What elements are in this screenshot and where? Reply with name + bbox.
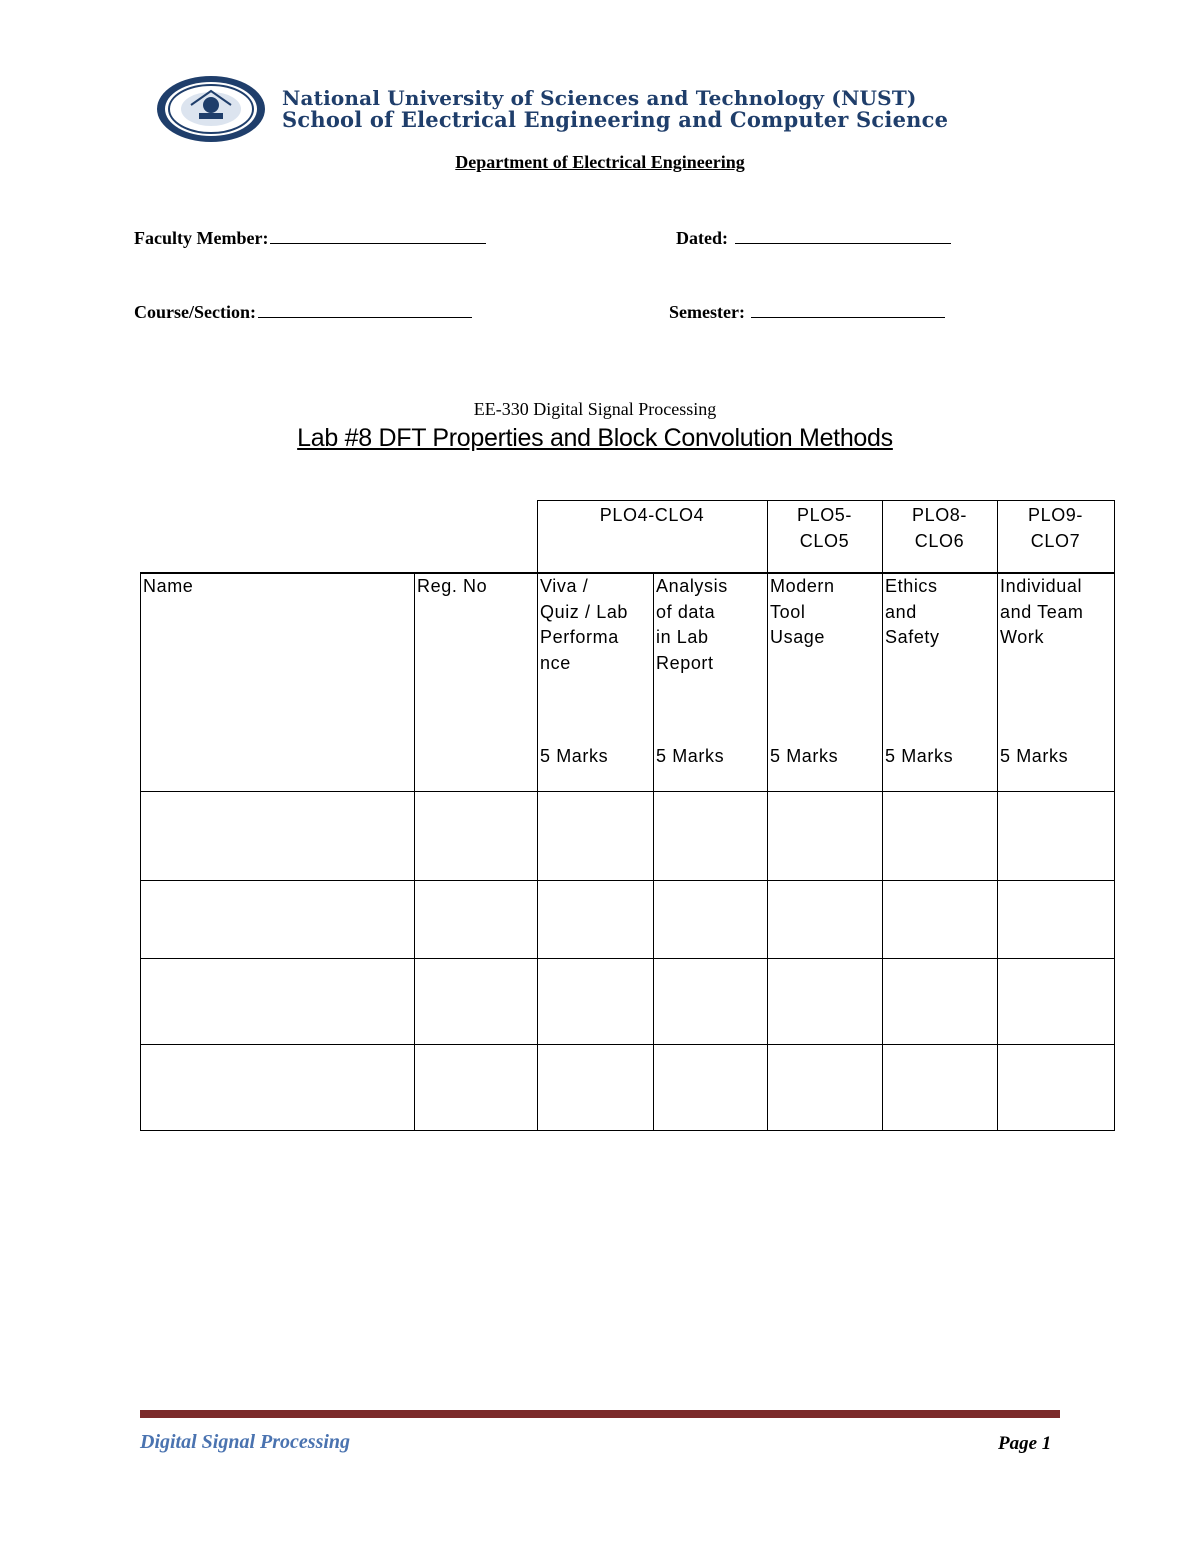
plo-header-label: PLO8- CLO6 (911, 505, 968, 551)
table-cell[interactable] (767, 958, 883, 1045)
course-section-field (134, 302, 472, 323)
dated-label: Dated: (676, 228, 728, 248)
column-header-cell (414, 572, 538, 792)
lab-title: Lab #8 DFT Properties and Block Convolution Methods (297, 424, 893, 452)
plo-header-label: PLO4-CLO4 (599, 505, 705, 525)
footer-divider (140, 1410, 1060, 1418)
table-cell[interactable] (997, 791, 1115, 881)
plo-header-label: PLO9- CLO7 (1027, 505, 1084, 551)
column-marks-label: 5 Marks (770, 746, 839, 766)
faculty-member-blank[interactable] (270, 229, 486, 244)
column-header-label: Viva / Quiz / Lab Performa nce (540, 576, 629, 673)
column-marks-label: 5 Marks (1000, 746, 1069, 766)
table-cell[interactable] (767, 1044, 883, 1131)
faculty-member-field (134, 228, 486, 249)
faculty-member-label: Faculty Member: (134, 228, 269, 248)
table-cell[interactable] (414, 1044, 538, 1131)
column-header-label: Individual and Team Work (1000, 576, 1084, 647)
table-cell[interactable] (997, 1044, 1115, 1131)
column-header-label: Name (143, 576, 194, 596)
semester-field (669, 302, 945, 323)
column-marks-label: 5 Marks (656, 746, 725, 766)
nust-seal-logo (155, 75, 267, 143)
course-section-label: Course/Section: (134, 302, 256, 322)
table-cell[interactable] (882, 1044, 998, 1131)
plo-header-label: PLO5- CLO5 (796, 505, 853, 551)
table-cell[interactable] (997, 958, 1115, 1045)
table-cell[interactable] (140, 1044, 415, 1131)
table-cell[interactable] (414, 958, 538, 1045)
table-cell[interactable] (537, 1044, 654, 1131)
table-cell[interactable] (537, 880, 654, 959)
table-cell[interactable] (140, 958, 415, 1045)
dated-field (676, 228, 951, 249)
course-title: EE-330 Digital Signal Processing (473, 399, 717, 419)
column-header-label: Modern Tool Usage (770, 576, 835, 647)
table-cell[interactable] (882, 791, 998, 881)
table-cell[interactable] (653, 880, 768, 959)
column-header-label: Analysis of data in Lab Report (656, 576, 728, 673)
column-header-cell (140, 572, 415, 792)
footer-course-name: Digital Signal Processing (140, 1431, 351, 1453)
semester-label: Semester: (669, 302, 745, 322)
university-name: National University of Sciences and Technology (NUST) (282, 86, 917, 110)
table-cell[interactable] (140, 880, 415, 959)
table-cell[interactable] (537, 958, 654, 1045)
table-cell[interactable] (653, 958, 768, 1045)
table-cell[interactable] (140, 791, 415, 881)
column-marks-label: 5 Marks (885, 746, 954, 766)
footer-page-number: Page 1 (998, 1433, 1052, 1454)
table-cell[interactable] (653, 1044, 768, 1131)
semester-blank[interactable] (751, 303, 945, 318)
table-cell[interactable] (414, 791, 538, 881)
school-name: School of Electrical Engineering and Computer Science (282, 107, 949, 132)
table-cell[interactable] (882, 880, 998, 959)
dated-blank[interactable] (735, 229, 951, 244)
department-title: Department of Electrical Engineering (455, 152, 745, 172)
column-header-label: Ethics and Safety (885, 576, 940, 647)
table-cell[interactable] (882, 958, 998, 1045)
table-cell[interactable] (414, 880, 538, 959)
table-cell[interactable] (997, 880, 1115, 959)
course-section-blank[interactable] (258, 303, 472, 318)
table-cell[interactable] (767, 880, 883, 959)
table-cell[interactable] (537, 791, 654, 881)
table-cell[interactable] (767, 791, 883, 881)
column-header-label: Reg. No (417, 576, 488, 596)
column-marks-label: 5 Marks (540, 746, 609, 766)
table-cell[interactable] (653, 791, 768, 881)
